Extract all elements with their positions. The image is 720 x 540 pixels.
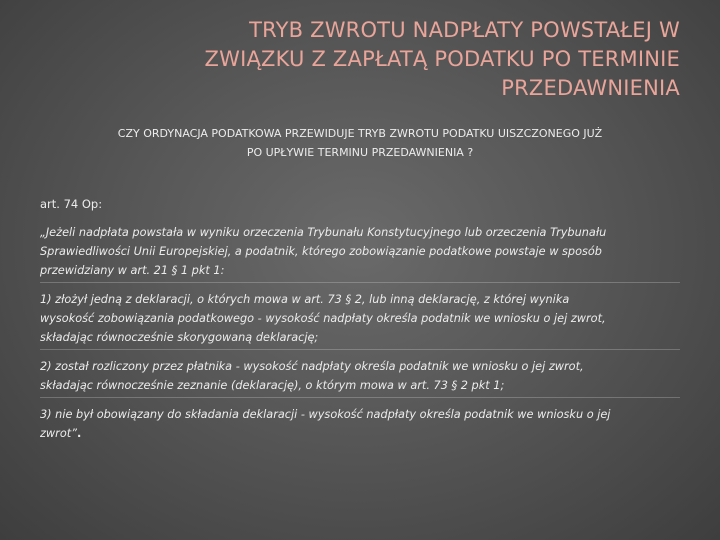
article-point-1 — [40, 289, 680, 350]
article-point-3 — [40, 404, 680, 445]
intro-line: „Jeżeli nadpłata powstała w wyniku orzeczenia Trybunału Konstytucyjnego lub orzeczenia Trybunału — [40, 226, 607, 239]
point-line: składając równocześnie skorygowaną deklarację; — [40, 331, 319, 344]
article-label: art. 74 Op: — [40, 197, 103, 211]
article-intro — [40, 222, 680, 283]
slide-title — [80, 16, 680, 103]
slide-title-line: ZWIĄZKU Z ZAPŁATĄ PODATKU PO TERMINIE — [204, 47, 680, 71]
point-line: wysokość zobowiązania podatkowego - wysokość nadpłaty określa podatnik we wniosku o jej zwrot, — [40, 312, 606, 325]
point-line: 1) złożył jedną z deklaracji, o których mowa w art. 73 § 2, lub inną deklarację, z której wynika — [40, 293, 570, 306]
point-text: zwrot” — [40, 427, 78, 440]
point-line: 2) został rozliczony przez płatnika - wysokość nadpłaty określa podatnik we wniosku o jej zwrot, — [40, 360, 584, 373]
closing-period: . — [77, 427, 82, 440]
slide-title-line: PRZEDAWNIENIA — [501, 76, 680, 100]
question-text — [40, 124, 680, 162]
article-point-2 — [40, 356, 680, 398]
intro-line: przewidziany w art. 21 § 1 pkt 1: — [40, 264, 225, 277]
slide-title-line: TRYB ZWROTU NADPŁATY POWSTAŁEJ W — [249, 18, 680, 42]
question-line: PO UPŁYWIE TERMINU PRZEDAWNIENIA ? — [246, 146, 474, 159]
point-line — [40, 424, 680, 443]
question-line: CZY ORDYNACJA PODATKOWA PRZEWIDUJE TRYB ZWROTU PODATKU UISZCZONEGO JUŻ — [117, 127, 603, 140]
point-line: 3) nie był obowiązany do składania deklaracji - wysokość nadpłaty określa podatnik we wniosku o jej — [40, 408, 611, 421]
intro-line: Sprawiedliwości Unii Europejskiej, a podatnik, którego zobowiązanie podatkowe powstaje w sposób — [40, 245, 602, 258]
article-content — [40, 196, 680, 451]
point-line: składając równocześnie zeznanie (deklarację), o którym mowa w art. 73 § 2 pkt 1; — [40, 379, 505, 392]
